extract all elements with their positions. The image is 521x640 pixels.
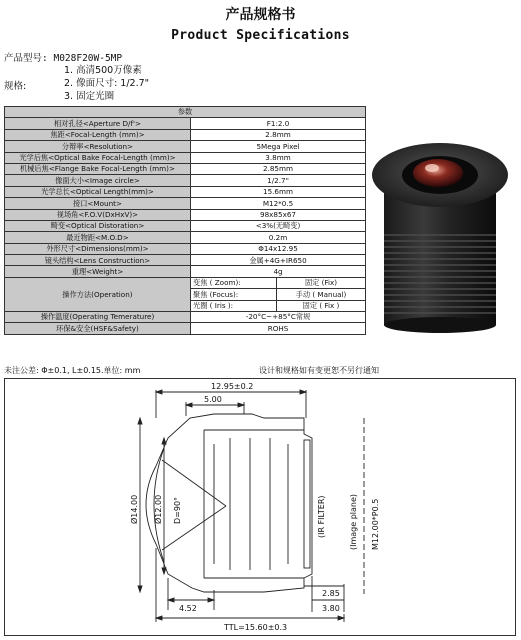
row-value: M12*0.5	[191, 198, 366, 209]
row-value: 2.85mm	[191, 163, 366, 174]
model-value: M028F20W-5MP	[53, 53, 123, 64]
operation-value: 手动 ( Manual)	[277, 289, 366, 300]
dim-bottom: 4.52	[179, 604, 197, 613]
dim-top-width: 5.00	[204, 395, 222, 404]
row-value: 5Mega Pixel	[191, 141, 366, 152]
row-value: ROHS	[191, 323, 366, 334]
dim-thread: M12.00*P0.5	[371, 498, 380, 550]
operation-label: 操作方法(Operation)	[5, 277, 191, 311]
row-value: 2.8mm	[191, 129, 366, 140]
table-row	[5, 220, 366, 231]
table-row	[5, 312, 366, 323]
table-row	[5, 277, 366, 288]
table-header: 参数	[5, 107, 366, 118]
row-value: F1:2.0	[191, 118, 366, 129]
table-row	[5, 209, 366, 220]
row-value: 98x85x67	[191, 209, 366, 220]
row-value: Φ14x12.95	[191, 243, 366, 254]
table-row	[5, 152, 366, 163]
dim-total-width: 12.95±0.2	[211, 382, 254, 391]
table-row	[5, 163, 366, 174]
spec-label: 规格:	[4, 81, 27, 92]
lens-photo	[362, 135, 518, 335]
operation-name: 光圈 ( Iris ):	[191, 300, 277, 311]
row-label: 焦距<Focal-Length (mm)>	[5, 129, 191, 140]
row-label: 接口<Mount>	[5, 198, 191, 209]
row-label: 光学后焦<Optical Bake Focal-Length (mm)>	[5, 152, 191, 163]
table-row	[5, 243, 366, 254]
dim-dia-inner: Ø12.00	[154, 494, 163, 524]
spec-item: 1. 高清500万像素	[64, 65, 142, 76]
row-label: 操作温度(Operating Temerature)	[5, 312, 191, 323]
spec-item: 3. 固定光圈	[64, 91, 115, 102]
operation-value: 固定 (Fix)	[277, 277, 366, 288]
model-label: 产品型号:	[4, 53, 48, 64]
row-label: 视场角<F.O.V(DxHxV)>	[5, 209, 191, 220]
spec-item: 2. 像面尺寸: 1/2.7"	[64, 78, 150, 89]
row-value: 0.2m	[191, 232, 366, 243]
row-value: 15.6mm	[191, 186, 366, 197]
row-label: 相对孔径<Aperture D/f'>	[5, 118, 191, 129]
table-row	[5, 175, 366, 186]
row-label: 外形尺寸<Dimensions(mm)>	[5, 243, 191, 254]
disclaimer-note: 设计和规格如有变更恕不另行通知	[259, 366, 379, 375]
row-value: 1/2.7"	[191, 175, 366, 186]
dim-ttl: TTL=15.60±0.3	[224, 623, 288, 632]
model-line	[4, 50, 122, 64]
dim-dia-outer: Ø14.00	[130, 494, 139, 524]
row-label: 畸变<Optical Distoration>	[5, 220, 191, 231]
spec-list	[64, 64, 149, 103]
dim-flange: 2.85	[322, 589, 340, 598]
table-row	[5, 255, 366, 266]
row-label: 像面大小<Image circle>	[5, 175, 191, 186]
table-row	[5, 232, 366, 243]
table-row	[5, 266, 366, 277]
row-label: 镜头结构<Lens Construction>	[5, 255, 191, 266]
page-title-en: Product Specifications	[171, 28, 350, 43]
page-title-cn: 产品规格书	[225, 7, 296, 23]
row-value: 4g	[191, 266, 366, 277]
dim-image-plane: (Image plane)	[349, 493, 358, 550]
lens-glass	[413, 159, 463, 187]
table-row	[5, 129, 366, 140]
row-value: <3%(无畸变)	[191, 220, 366, 231]
row-label: 重理<Weight>	[5, 266, 191, 277]
table-row	[5, 141, 366, 152]
table-row	[5, 118, 366, 129]
technical-drawing	[4, 378, 516, 636]
row-label: 机械后焦<Flange Bake Focal-Length (mm)>	[5, 163, 191, 174]
tolerance-note: 未注公差: Φ±0.1, L±0.15.单位: mm	[4, 366, 141, 375]
dim-ir-filter: (IR FILTER)	[317, 495, 326, 538]
row-value: 金属+4G+IR650	[191, 255, 366, 266]
table-row	[5, 323, 366, 334]
dim-fov: D=90°	[173, 496, 182, 524]
operation-name: 聚焦 (Focus):	[191, 289, 277, 300]
row-label: 分辩率<Resolution>	[5, 141, 191, 152]
operation-value: 固定 ( Fix )	[277, 300, 366, 311]
row-label: 环保&安全(HSF&Safety)	[5, 323, 191, 334]
table-row	[5, 198, 366, 209]
row-value: 3.8mm	[191, 152, 366, 163]
row-label: 光学总长<Optical Length(mm)>	[5, 186, 191, 197]
dim-bfl: 3.80	[322, 604, 340, 613]
row-label: 最近物距<M.O.D>	[5, 232, 191, 243]
row-value: -20°C~+85°C常规	[191, 312, 366, 323]
spec-table	[4, 106, 366, 335]
operation-name: 变焦 ( Zoom):	[191, 277, 277, 288]
table-row	[5, 186, 366, 197]
